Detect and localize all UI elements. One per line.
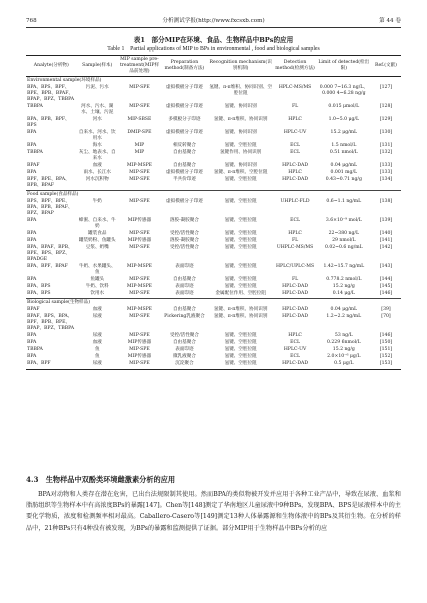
cell-sample: 污泥、污水 <box>85 85 109 90</box>
cell-pretreatment: MIP-SPE <box>129 313 150 319</box>
applications-table <box>26 55 401 370</box>
cell-recognition: 氢键、π-π堆积、协同识别 <box>213 313 268 319</box>
cell-recognition: 氢键、空腔位阻 <box>224 142 257 148</box>
table-row <box>26 84 401 103</box>
cell-preparation: 自由基聚合 <box>172 276 196 282</box>
cell-pretreatment: MIP-SPE <box>129 291 150 297</box>
cell-ref: [132] <box>379 150 393 155</box>
paragraph: BPA对动物和人类存在潜在危害，已出台法规限制其使用。然而BPA的类似物被开发并应用于各种工业产品中，导致在尿液、血浆和脂肪组织等生物样本中有高浓度BPs的暴露[147]。Chen等[148]测定了华南地区儿童尿液中9种BPs，发现BPA、BPS是尿液样本中的主要化学物质，浓度和检测频率相对最高。Caballero-Casero等[149]测定13种人体暴露源和生物体液中的BPs及其衍生物。在分析的样品中，21种BPs只有4种没有被发现，为BPs的暴露和监测提供了证据。部分MIP用于生物样品中BPs分析的应 <box>26 491 401 532</box>
section-label: Environmental sample(环境样品) <box>27 77 102 83</box>
cell-preparation: 沉淀聚合 <box>161 361 208 369</box>
cell-ref: [127] <box>379 85 393 90</box>
cell-ref: [143] <box>379 263 393 269</box>
cell-ref: [142] <box>379 244 393 250</box>
table-row <box>26 306 401 313</box>
cell-preparation: 虚拟模板分子印迹 <box>166 198 203 204</box>
cell-analyte: BPA <box>27 129 37 135</box>
cell-analyte: BPA <box>27 217 37 223</box>
cell-pretreatment: MIP-SPE <box>129 276 150 282</box>
header-pretreatment: MIP sample pre-treatment(MIP样品前处理) <box>118 56 161 77</box>
cell-sample: 血液 <box>92 339 102 345</box>
table-row <box>26 170 401 177</box>
cell-ref: [133] <box>379 163 393 168</box>
cell-pretreatment: MIP传感器 <box>127 354 152 360</box>
cell-detection: HPLC/UPLC-MS <box>275 263 315 269</box>
cell-detection: HPLC-DAD <box>282 306 309 312</box>
table-title-en: Table 1 Partial applications of MIP to BPs in environmental , food and biological samples <box>107 46 320 52</box>
cell-recognition: 氢键、空腔位阻 <box>224 283 257 289</box>
cell-ref: [140] <box>379 230 393 236</box>
cell-lod: 0.6~1.1 ng/mL <box>326 198 362 204</box>
table-row <box>26 149 401 162</box>
cell-recognition: 氢键、空腔位阻 <box>224 263 257 269</box>
table-body <box>26 76 401 369</box>
cell-pretreatment: MIP <box>134 150 145 155</box>
cell-preparation: 多模板分子印迹 <box>168 116 201 122</box>
cell-analyte: BPF、BPE、BPA、BPB、BPAF <box>27 177 70 189</box>
cell-lod: 0.04 μg/mL <box>330 306 358 312</box>
cell-pretreatment: MIP-SPE <box>129 244 150 250</box>
cell-pretreatment: MIP-MSPE <box>126 283 153 289</box>
section-label: Food sample(食品样品) <box>26 190 401 198</box>
cell-pretreatment: MIP-SPE <box>129 177 150 183</box>
cell-analyte: BPA、BPAF、BPB、BPE、BPS、BPZ、BPADGE <box>27 244 73 262</box>
cell-analyte: TBBPA <box>27 347 43 353</box>
table-section-row <box>26 298 401 306</box>
running-header <box>26 15 401 28</box>
cell-preparation: 表面印迹 <box>175 291 194 297</box>
cell-lod: 22~380 ng/L <box>328 230 360 236</box>
cell-preparation: 受控/活性聚合 <box>169 230 199 236</box>
cell-ref: [146] <box>379 332 393 338</box>
cell-detection: HPLC-DAD <box>274 361 317 369</box>
header-analyte: Analyte(分析物) <box>26 56 77 77</box>
table-row <box>26 177 401 191</box>
header-preparation: Preparation method(制备方法) <box>161 56 208 77</box>
cell-analyte: BPA <box>27 142 37 148</box>
cell-recognition: 氢键、空腔位阻 <box>224 198 257 204</box>
cell-pretreatment: MIP-SPE <box>129 230 150 236</box>
cell-preparation: 表面印迹 <box>175 263 194 269</box>
cell-ref: [130] <box>379 129 393 135</box>
cell-detection: UHPLC-MS/MS <box>276 244 314 250</box>
cell-lod: 1.0~5.0 μg/L <box>328 116 360 122</box>
table-row <box>26 116 401 129</box>
cell-recognition: 氢键、空腔位阻 <box>224 230 257 236</box>
table-row <box>26 339 401 346</box>
cell-recognition: 氢键、空腔位阻 <box>224 276 257 282</box>
cell-detection: HPLC-UV <box>283 129 307 135</box>
header-sample: Sample(样本) <box>77 56 118 77</box>
cell-ref: [151] <box>379 347 393 353</box>
cell-analyte: BPAF <box>27 163 40 168</box>
header-ref: Ref.(文献) <box>371 56 401 77</box>
cell-detection: HPLC-UV <box>283 347 307 353</box>
cell-detection: HPLC-DAD <box>282 291 309 297</box>
volume-label: 第 44 卷 <box>379 18 401 24</box>
cell-sample: 尿液 <box>77 361 118 369</box>
body-text <box>26 489 401 534</box>
cell-recognition: 氢键、空腔位阻 <box>224 339 257 345</box>
cell-sample: 尿液 <box>92 332 102 338</box>
page-number: 768 <box>26 18 37 24</box>
cell-preparation: 虚拟模板分子印迹 <box>166 85 203 90</box>
cell-analyte: BPA <box>27 237 37 243</box>
cell-detection: FL <box>291 237 299 243</box>
table-section-row <box>26 190 401 198</box>
cell-lod: 15.2 μg/mL <box>330 129 358 135</box>
cell-detection: ECL <box>290 142 301 148</box>
cell-recognition: 氢键、协同识别 <box>224 163 257 168</box>
cell-pretreatment: MIP-MSPE <box>126 163 153 168</box>
table-title-cn: 表1 部分MIP在环境、食品、生物样品中BPs的应用 <box>133 36 294 44</box>
cell-lod: 2.0×10⁻⁶ μg/L <box>327 354 361 360</box>
cell-ref: [138] <box>379 198 393 204</box>
cell-preparation: 表面印迹 <box>175 347 194 353</box>
cell-lod: 15.2 ng/g <box>332 347 355 353</box>
cell-analyte: BPS、BPF、BPE、BPA、BPB、BPAF、BPZ、BPAP <box>27 198 73 216</box>
cell-lod: 0.229 6nmol/L <box>326 339 361 345</box>
cell-lod: 0.778.2 nmol/L <box>326 276 362 282</box>
cell-sample: 鱼罐头 <box>90 276 105 282</box>
cell-ref: [133] <box>379 170 393 176</box>
cell-lod: 0.14 μg/L <box>332 291 355 297</box>
cell-detection: HPLC <box>288 230 302 236</box>
cell-lod: 0.43~0.71 ng/g <box>325 177 362 183</box>
cell-sample: 鱼 <box>94 347 100 353</box>
cell-sample: 自来水、河水、饮用水 <box>78 129 116 141</box>
cell-detection: HPLC-DAD <box>282 177 309 183</box>
table-section-row <box>26 76 401 84</box>
cell-lod: 0.001 mg/L <box>330 170 358 176</box>
cell-preparation: 表面印迹 <box>175 283 194 289</box>
cell-preparation: Pickering乳液聚合 <box>164 313 205 319</box>
table-row <box>26 346 401 353</box>
cell-analyte: BPA、BPF、BPAF <box>27 263 68 269</box>
cell-lod: 15.2 ng/g <box>332 283 355 289</box>
cell-detection: UHPLC-FLD <box>280 198 310 204</box>
cell-ref: [152] <box>379 354 393 360</box>
cell-preparation: 自由基聚合 <box>172 163 196 168</box>
cell-analyte: BPA、BPB、BPF、BPS <box>27 116 70 128</box>
cell-sample: 豆浆、奶嘴 <box>85 244 109 250</box>
cell-lod: 0.015 μmol/L <box>328 103 360 109</box>
cell-sample: 牛奶、水果罐头、鱼 <box>78 263 116 275</box>
cell-lod: 1.2~2.2 ng/mL <box>326 313 362 319</box>
cell-recognition: 氢键、π-π堆积、空腔位阻 <box>213 170 268 176</box>
table-row <box>26 103 401 116</box>
cell-detection: HPLC-DAD <box>282 163 309 168</box>
cell-ref: [146] <box>379 291 393 297</box>
cell-detection: HPLC <box>288 170 302 176</box>
cell-recognition: 氢键、空腔位阻 <box>224 332 257 338</box>
table-row <box>26 313 401 332</box>
cell-sample: 血液 <box>92 163 102 168</box>
cell-ref: [153] <box>371 361 401 369</box>
cell-pretreatment: MIP-SPE <box>118 361 161 369</box>
cell-ref: [128] <box>379 103 393 109</box>
cell-analyte: BPA <box>27 354 37 360</box>
cell-pretreatment: MIP-SPE <box>129 85 150 90</box>
cell-analyte: BPAF <box>27 306 40 312</box>
cell-preparation: 虚拟模板分子印迹 <box>166 103 203 109</box>
cell-sample: 雨水、长江水 <box>83 170 112 176</box>
cell-sample: 河水 <box>92 116 102 122</box>
cell-recognition: 氢键、空腔位阻 <box>224 347 257 353</box>
cell-recognition: 氢键、π-π堆积、协同识别 <box>213 116 268 122</box>
header-detection: Detection method(检测方法) <box>274 56 317 77</box>
cell-ref: [70] <box>381 313 391 319</box>
header-recognition: Recognition mechanism(识别机制) <box>208 56 274 77</box>
cell-analyte: BPA <box>27 332 37 338</box>
table-row <box>26 217 401 230</box>
table-row <box>26 263 401 276</box>
cell-recognition: 氢键作用、协同识别 <box>220 150 262 155</box>
table-row <box>26 361 401 369</box>
cell-pretreatment: MIP传感器 <box>127 237 152 243</box>
cell-recognition: 氢键、π-π堆积、协同识别、空腔位阻 <box>209 85 273 96</box>
cell-lod: 53 ng/L <box>334 332 353 338</box>
cell-preparation: 受控/活性聚合 <box>169 244 199 250</box>
cell-analyte: BPA <box>27 276 37 282</box>
cell-preparation: 溶胶-凝胶聚合 <box>169 217 199 223</box>
cell-detection: ECL <box>290 354 301 360</box>
cell-lod: 0.5 μg/L <box>317 361 371 369</box>
cell-detection: ECL <box>290 339 301 345</box>
cell-sample: 蜂蜜、自来水、牛奶 <box>78 217 116 229</box>
cell-sample: 河水、污水、湖水、土壤、污泥 <box>81 103 114 115</box>
cell-pretreatment: MIP-SPE <box>129 347 150 353</box>
cell-analyte: TBBPA <box>27 150 43 155</box>
cell-pretreatment: MIP-SPE <box>129 332 150 338</box>
cell-analyte: BPA <box>27 339 37 345</box>
cell-sample: 灰尘、地表水、自来水 <box>78 150 116 161</box>
table-row <box>26 276 401 283</box>
cell-detection: FL <box>291 103 299 109</box>
cell-pretreatment: MIP传感器 <box>127 339 152 345</box>
cell-sample: 河水沉积物 <box>85 177 109 183</box>
cell-sample: 血液 <box>92 306 102 312</box>
cell-sample: 饮用水 <box>90 291 105 297</box>
cell-analyte: BPA <box>27 170 37 176</box>
cell-ref: [150] <box>379 339 393 345</box>
cell-pretreatment: MIP-SPE <box>129 103 150 109</box>
cell-ref: [145] <box>379 283 393 289</box>
cell-pretreatment: MIP-MSPE <box>126 306 153 312</box>
cell-recognition: 氢键、空腔位阻 <box>224 244 257 250</box>
cell-recognition: 氢键、π-π堆积、协同识别 <box>213 306 268 312</box>
cell-lod: 0.51 nmol/L <box>329 150 358 155</box>
cell-lod: 1.5 nmol/L <box>331 142 357 148</box>
cell-analyte: BPAF、BPS、BPA、BPF、BPB、BPE、BPAP、BPZ、TBBPA <box>27 313 75 331</box>
cell-pretreatment: MIP-SBSE <box>127 116 152 122</box>
cell-ref: [39] <box>381 306 391 312</box>
cell-lod: 29 nmol/L <box>332 237 356 243</box>
cell-pretreatment: MIP传感器 <box>127 217 152 223</box>
cell-preparation: 自由基聚合 <box>172 339 196 345</box>
cell-recognition: 金属配位作用、空腔位阻 <box>215 291 266 297</box>
table-row <box>26 354 401 361</box>
cell-preparation: 自由基聚合 <box>172 150 196 155</box>
cell-lod: 0.000 7~16.3 ng/L、0.000 4~6.28 ng/g <box>319 85 368 96</box>
cell-preparation: 受控/活性聚合 <box>169 332 199 338</box>
table-row <box>26 198 401 217</box>
journal-name: 分析测试学报(http://www.fxcsxb.com) <box>162 18 265 24</box>
cell-ref: [139] <box>379 217 393 223</box>
cell-sample: 海水 <box>92 142 102 148</box>
cell-sample: 牛奶 <box>92 198 102 204</box>
cell-analyte: BPA <box>27 230 37 236</box>
cell-lod: 3.6×10⁻⁹ mol/L <box>325 217 362 223</box>
cell-preparation: 溶胶-凝胶聚合 <box>169 237 199 243</box>
cell-preparation: 半共价印迹 <box>172 177 196 183</box>
cell-ref: [141] <box>379 237 393 243</box>
section-label: Biological sample(生物样品) <box>26 298 401 306</box>
cell-preparation: 虚拟模板分子印迹 <box>166 170 203 176</box>
cell-detection: HPLC <box>288 116 302 122</box>
cell-ref: [144] <box>379 276 393 282</box>
cell-pretreatment: DMIP-SPE <box>127 129 152 135</box>
cell-pretreatment: MIP-MSPE <box>126 263 153 269</box>
cell-pretreatment: MIP-SPE <box>129 170 150 176</box>
cell-sample: 鱼 <box>94 354 100 360</box>
cell-analyte: TBBPA <box>27 103 43 109</box>
cell-recognition: 氢键、协同识别 <box>224 129 257 135</box>
table-row <box>26 142 401 149</box>
cell-analyte: BPA、BPF <box>26 361 77 369</box>
table-row <box>26 129 401 142</box>
cell-detection: HPLC <box>288 332 302 338</box>
section-heading: 4.3 生物样品中双酚类环境雌激素分析的应用 <box>26 475 176 484</box>
table-row <box>26 230 401 237</box>
cell-detection: HPLC-MS/MS <box>278 85 312 90</box>
cell-recognition: 氢键、空腔位阻 <box>224 177 257 183</box>
table-row <box>26 244 401 263</box>
cell-pretreatment: MIP <box>134 142 145 148</box>
table-header-row <box>26 56 401 77</box>
cell-recognition: 氢键、协同识别 <box>224 103 257 109</box>
cell-preparation: 相反转聚合 <box>172 142 196 148</box>
table-row <box>26 290 401 298</box>
cell-analyte: BPA、BPS <box>27 283 51 289</box>
table-row <box>26 162 401 169</box>
table-row <box>26 283 401 290</box>
table-row <box>26 332 401 339</box>
cell-ref: [134] <box>379 177 393 183</box>
cell-preparation: 微乳液聚合 <box>172 354 196 360</box>
cell-pretreatment: MIP-SPE <box>129 198 150 204</box>
header-lod: Limit of detected(检出限) <box>317 56 371 77</box>
cell-lod: 0.04 μg/mL <box>330 163 358 168</box>
cell-recognition: 氢键、空腔位阻 <box>224 217 257 223</box>
cell-sample: 尿液 <box>92 313 102 319</box>
cell-sample: 罐装奶粉、鱼罐头 <box>78 237 116 243</box>
cell-lod: 1.42~15.7 ng/mL <box>323 263 365 269</box>
cell-recognition: 氢键、空腔位阻 <box>224 237 257 243</box>
cell-sample: 罐装食品 <box>88 230 107 236</box>
cell-detection: ECL <box>290 217 301 223</box>
cell-detection: HPLC-DAD <box>282 283 309 289</box>
cell-detection: ECL <box>290 150 301 155</box>
cell-preparation: 自由基聚合 <box>172 306 196 312</box>
cell-lod: 0.02~0.6 ng/mL <box>324 244 363 250</box>
cell-detection: FL <box>291 276 299 282</box>
cell-analyte: BPA、BPS、BPF、BPE、BPB、BPAF、BPAP、BPZ、TBBPA <box>27 85 75 102</box>
cell-preparation: 虚拟模板分子印迹 <box>166 129 203 135</box>
cell-recognition: 氢键、空腔位阻 <box>208 361 274 369</box>
cell-detection: HPLC-DAD <box>282 313 309 319</box>
cell-recognition: 氢键、空腔位阻 <box>224 354 257 360</box>
cell-ref: [131] <box>379 142 393 148</box>
cell-sample: 牛奶、饮料 <box>85 283 109 289</box>
cell-ref: [129] <box>379 116 393 122</box>
cell-analyte: BPA、BPS <box>27 291 51 297</box>
table-row <box>26 237 401 244</box>
